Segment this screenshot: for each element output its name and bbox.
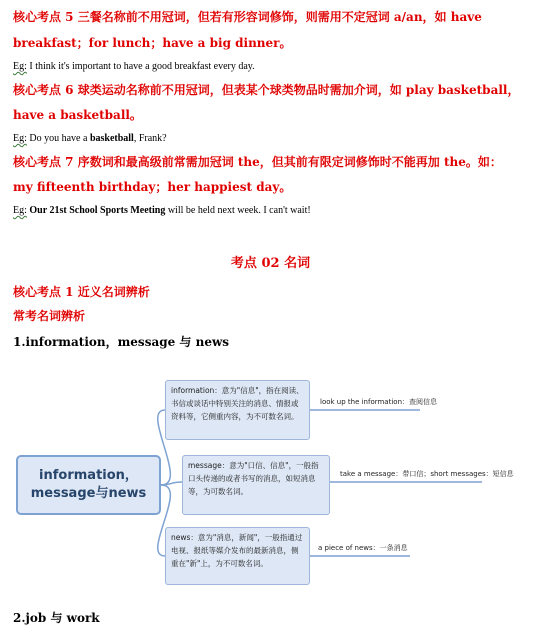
example-text-end: will be held next week. I can't wait! — [165, 205, 311, 216]
mindmap-center: information，message与news — [16, 455, 161, 515]
eg-label: Eg: — [13, 133, 27, 144]
example-text: I think it's important to have a good breakfast every day. — [26, 61, 255, 72]
eg-label: Eg: — [13, 61, 27, 72]
example-text: Do you have a — [26, 133, 90, 144]
item-2-heading: 2.job 与 work — [13, 611, 100, 625]
point7-title-cont: my fifteenth birthday；her happiest day。 — [13, 180, 292, 194]
mindmap-leaf-message: take a message：带口信；short messages：短信息 — [340, 470, 514, 478]
point5-title-cont: breakfast；for lunch；have a big dinner。 — [13, 36, 292, 50]
point6-title: 核心考点 6 球类运动名称前不用冠词，但表某个球类物品时需加介词，如 play basketball， — [13, 83, 520, 97]
mindmap-node-news: news：意为"消息，新闻"，一般指通过电视、报纸等媒介发布的最新消息，侧重在"新"上，为不可数名词。 — [165, 527, 310, 585]
point5-title: 核心考点 5 三餐名称前不用冠词，但若有形容词修饰，则需用不定冠词 a/an，如 have — [13, 10, 482, 24]
example-bold: basketball — [89, 133, 134, 144]
example-bold: Our 21st School Sports Meeting — [26, 205, 166, 216]
example-text-end: , Frank? — [133, 133, 167, 144]
common-nouns-heading: 常考名词辨析 — [13, 309, 86, 323]
mindmap-leaf-news: a piece of news：一条消息 — [318, 544, 408, 552]
mindmap-node-message: message：意为"口信、信息"，一般指口头传递的或者书写的消息，如短消息等，为可数名词。 — [182, 455, 330, 515]
point6-title-cont: have a basketball。 — [13, 108, 142, 122]
section-title: 考点 02 名词 — [230, 256, 311, 271]
core-point-1: 核心考点 1 近义名词辨析 — [13, 285, 150, 299]
point7-title: 核心考点 7 序数词和最高级前常需加冠词 the，但其前有限定词修饰时不能再加 the。如： — [13, 155, 502, 169]
mindmap-node-information: information：意为"信息"，指在阅读、书信或谈话中特别关注的消息、情报或资料等，它侧重内容，为不可数名词。 — [165, 380, 310, 440]
mindmap-leaf-information: look up the information：查阅信息 — [320, 398, 438, 406]
item-1-heading: 1.information，message 与 news — [13, 335, 230, 349]
eg-label: Eg: — [13, 205, 27, 216]
